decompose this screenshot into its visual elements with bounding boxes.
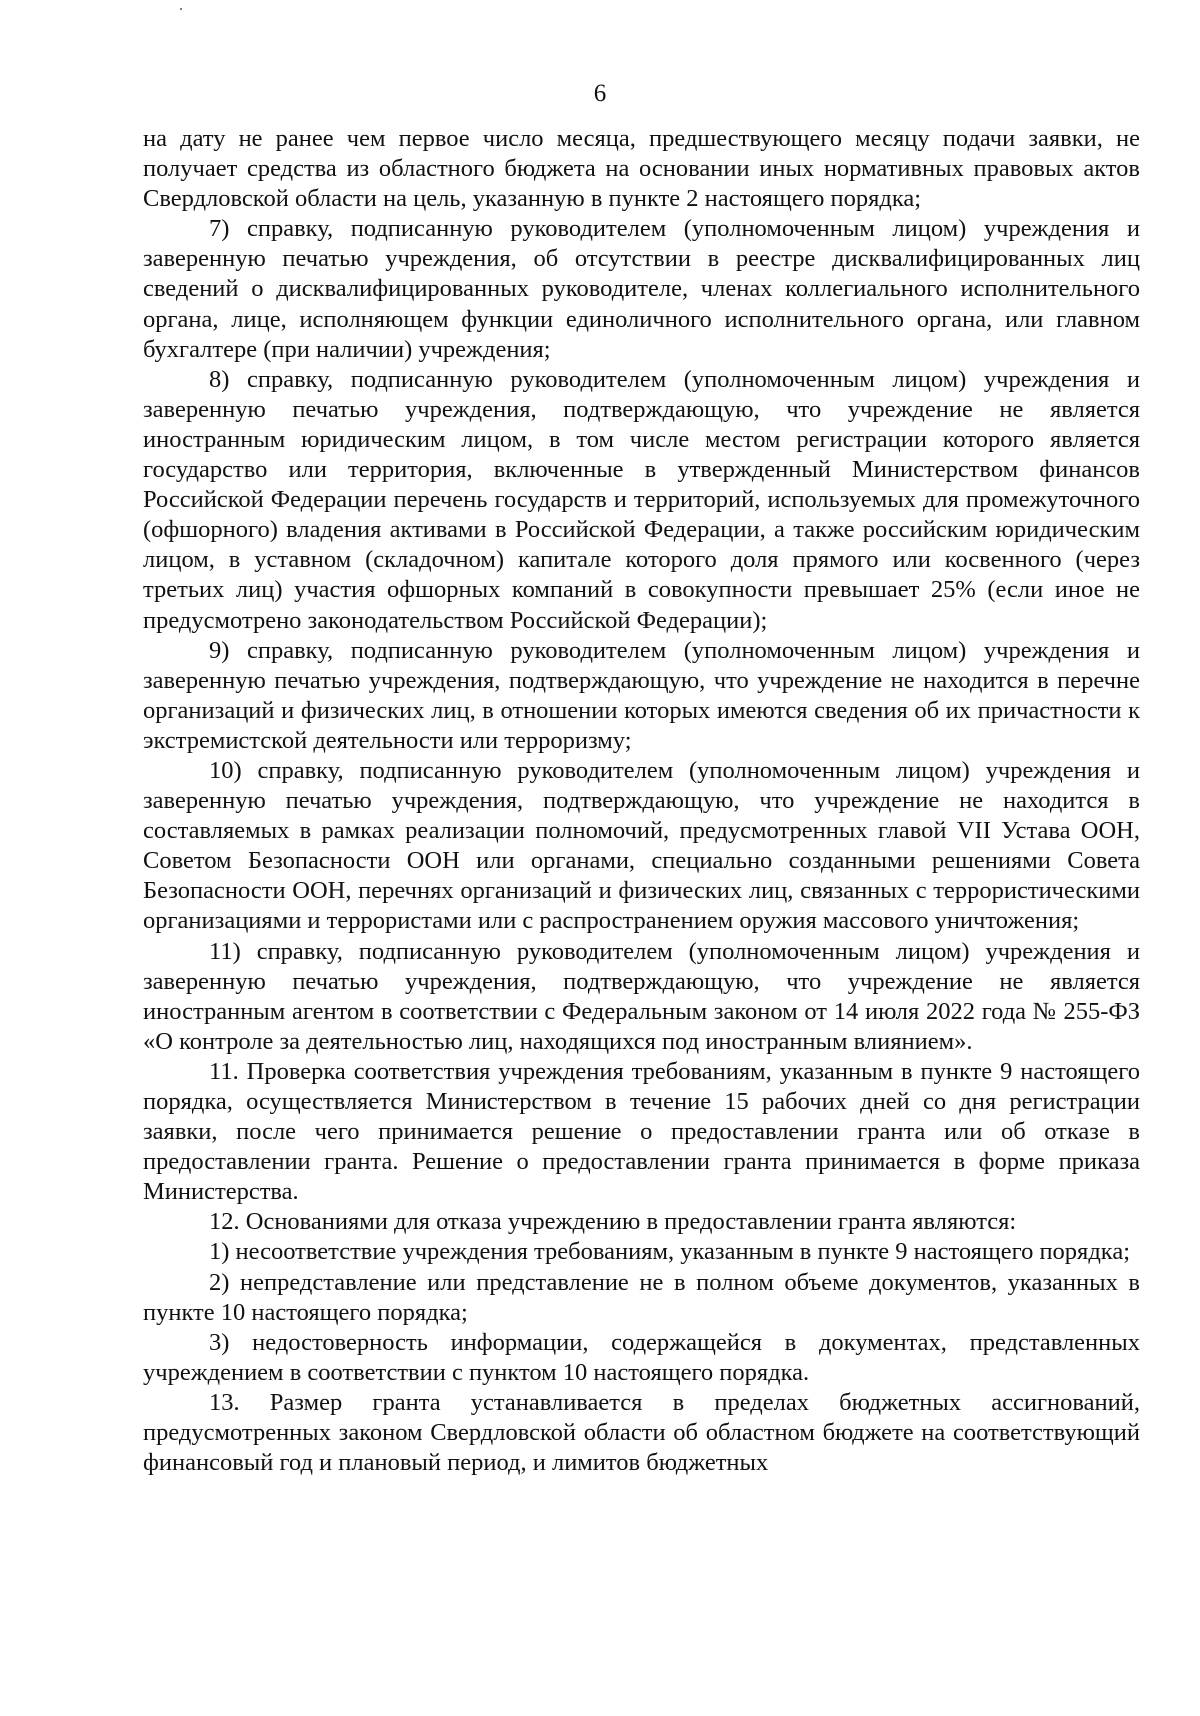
paragraph-continuation: на дату не ранее чем первое число месяца, предшествующего месяцу подачи заявки, не получает средства из областного бюджета на основании иных нормативных правовых актов Свердловской области на цель, указанную в пункте 2 настоящего порядка; <box>143 125 1140 213</box>
paragraph-ground-3: 3) недостоверность информации, содержащейся в документах, представленных учреждением в соответствии с пунктом 10 настоящего порядка. <box>143 1328 1140 1386</box>
paragraph-item-9: 9) справку, подписанную руководителем (уполномоченным лицом) учреждения и заверенную печатью учреждения, подтверждающую, что учреждение не находится в перечне организаций и физических лиц, в отношении которых имеются сведения об их причастности к экстремистской деятельности или терроризму; <box>143 636 1140 754</box>
document-body <box>143 124 1140 1478</box>
paragraph-clause-11: 11. Проверка соответствия учреждения требованиям, указанным в пункте 9 настоящего порядка, осуществляется Министерством в течение 15 рабочих дней со дня регистрации заявки, после чего принимается решение о предоставлении гранта или об отказе в предоставлении гранта. Решение о предоставлении гранта принимается в форме приказа Министерства. <box>143 1057 1140 1206</box>
paragraph-item-10: 10) справку, подписанную руководителем (уполномоченным лицом) учреждения и заверенную печатью учреждения, подтверждающую, что учреждение не находится в составляемых в рамках реализации полномочий, предусмотренных главой VII Устава ООН, Советом Безопасности ООН или органами, специально созданными решениями Совета Безопасности ООН, перечнях организаций и физических лиц, связанных с террористическими организациями и террористами или с распространением оружия массового уничтожения; <box>143 756 1140 935</box>
paragraph-ground-1: 1) несоответствие учреждения требованиям, указанным в пункте 9 настоящего порядка; <box>209 1238 1130 1266</box>
paragraph-clause-12: 12. Основаниями для отказа учреждению в предоставлении гранта являются: <box>209 1208 1017 1236</box>
scan-speck <box>180 8 182 10</box>
page-number: 6 <box>593 80 607 107</box>
paragraph-clause-13: 13. Размер гранта устанавливается в пределах бюджетных ассигнований, предусмотренных законом Свердловской области об областном бюджете на соответствующий финансовый год и плановый период, и лимитов бюджетных <box>143 1388 1140 1477</box>
paragraph-item-11: 11) справку, подписанную руководителем (уполномоченным лицом) учреждения и заверенную печатью учреждения, подтверждающую, что учреждение не является иностранным агентом в соответствии с Федеральным законом от 14 июля 2022 года № 255-ФЗ «О контроле за деятельностью лиц, находящихся под иностранным влиянием». <box>143 937 1140 1055</box>
paragraph-item-7: 7) справку, подписанную руководителем (уполномоченным лицом) учреждения и заверенную печатью учреждения, об отсутствии в реестре дисквалифицированных лиц сведений о дисквалифицированных руководителе, членах коллегиального исполнительного органа, лице, исполняющем функции единоличного исполнительного органа, или главном бухгалтере (при наличии) учреждения; <box>143 215 1140 363</box>
paragraph-item-8: 8) справку, подписанную руководителем (уполномоченным лицом) учреждения и заверенную печатью учреждения, подтверждающую, что учреждение не является иностранным юридическим лицом, в том числе местом регистрации которого является государство или территория, включенные в утвержденный Министерством финансов Российской Федерации перечень государств и территорий, используемых для промежуточного (офшорного) владения активами в Российской Федерации, а также российским юридическим лицом, в уставном (складочном) капитале которого доля прямого или косвенного (через третьих лиц) участия офшорных компаний в совокупности превышает 25% (если иное не предусмотрено законодательством Российской Федерации); <box>143 365 1140 634</box>
paragraph-ground-2: 2) непредставление или представление не в полном объеме документов, указанных в пункте 10 настоящего порядка; <box>143 1268 1140 1326</box>
